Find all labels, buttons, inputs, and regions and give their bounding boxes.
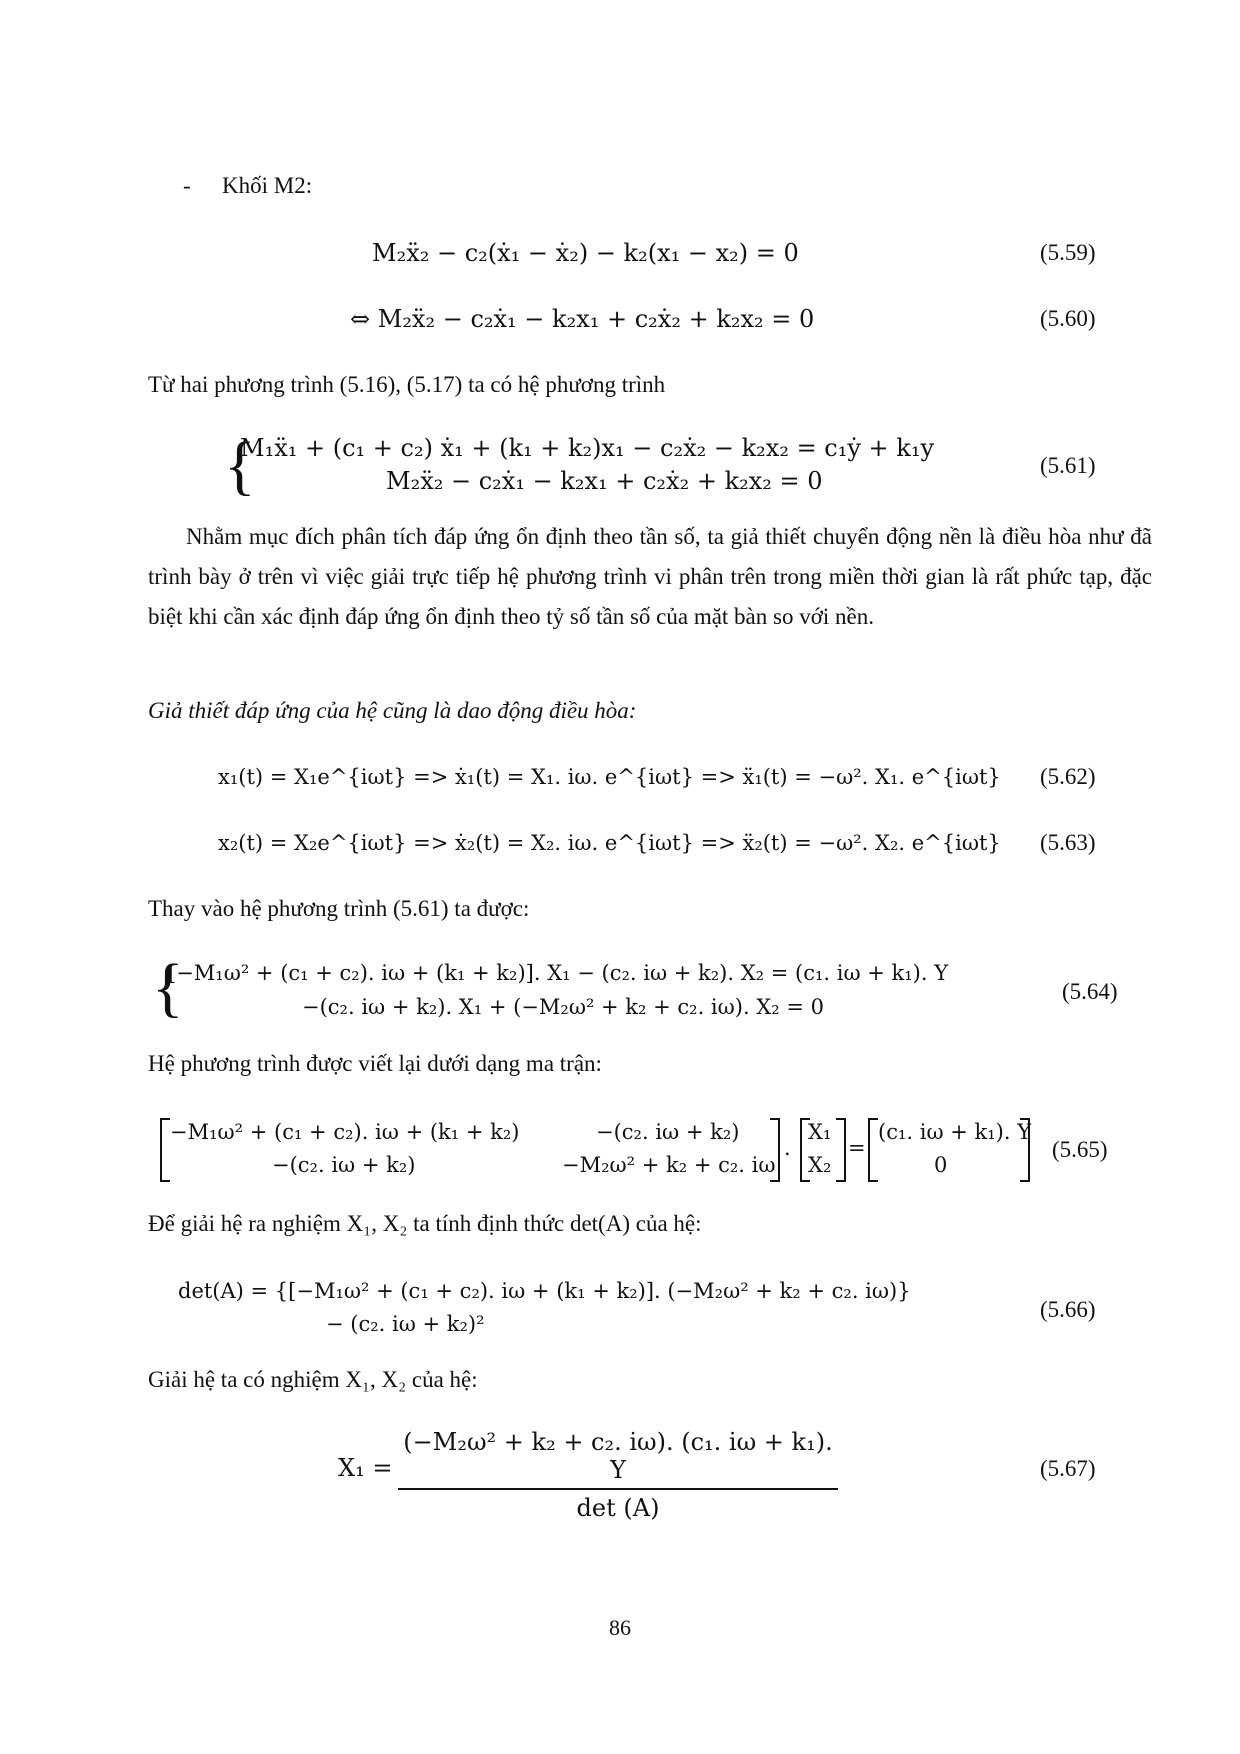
equation-number-5-64: (5.64): [1062, 979, 1118, 1004]
equation-5-60: ⇔ M₂ẍ₂ − c₂ẋ₁ − k₂x₁ + c₂ẋ₂ + k₂x₂ = 0: [350, 305, 815, 333]
determinant-text: Để giải hệ ra nghiệm X₁, X₂ ta tính định thức det(A) của hệ:: [148, 1211, 702, 1236]
equation-5-64-line2: −(c₂. iω + k₂). X₁ + (−M₂ω² + k₂ + c₂. iω). X₂ = 0: [302, 995, 824, 1019]
bullet-dash: -: [183, 173, 191, 198]
equation-number-5-63: (5.63): [1040, 830, 1096, 855]
intro-text: Từ hai phương trình (5.16), (5.17) ta có hệ phương trình: [148, 372, 666, 397]
matrix-a11: −M₁ω² + (c₁ + c₂). iω + (k₁ + k₂): [170, 1120, 520, 1144]
fraction-denominator: det (A): [576, 1494, 660, 1522]
matrix-x1: X₁: [808, 1120, 832, 1144]
matrix-a22: −M₂ω² + k₂ + c₂. iω: [562, 1153, 776, 1177]
equation-number-5-61: (5.61): [1040, 453, 1096, 478]
equation-number-5-65: (5.65): [1052, 1137, 1108, 1162]
matrix-b2: 0: [934, 1153, 948, 1177]
fraction-numerator: (−M₂ω² + k₂ + c₂. iω). (c₁. iω + k₁). Y: [403, 1428, 833, 1484]
equation-5-67-lhs: X₁ =: [338, 1454, 393, 1482]
solution-text: Giải hệ ta có nghiệm X₁, X₂ của hệ:: [148, 1367, 478, 1392]
equation-5-62: x₁(t) = X₁e^{iωt} => ẋ₁(t) = X₁. iω. e^{iωt} => ẍ₁(t) = −ω². X₁. e^{iωt}: [218, 765, 1001, 789]
bullet-label: Khối M2:: [222, 173, 313, 198]
equation-5-67-fraction: [398, 1428, 838, 1522]
matrix-a21: −(c₂. iω + k₂): [272, 1153, 416, 1177]
system-brace: {: [224, 429, 256, 502]
equation-5-59: M₂ẍ₂ − c₂(ẋ₁ − ẋ₂) − k₂(x₁ − x₂) = 0: [372, 239, 799, 267]
matrix-text: Hệ phương trình được viết lại dưới dạng ma trận:: [148, 1051, 602, 1076]
matrix-b-right-bracket: [1020, 1118, 1030, 1182]
equation-5-66-line1: det(A) = {[−M₁ω² + (c₁ + c₂). iω + (k₁ + k₂)]. (−M₂ω² + k₂ + c₂. iω)}: [178, 1279, 911, 1303]
equation-5-66-line2: − (c₂. iω + k₂)²: [326, 1312, 485, 1336]
equation-5-64-line1: [−M₁ω² + (c₁ + c₂). iω + (k₁ + k₂)]. X₁ − (c₂. iω + k₂). X₂ = (c₁. iω + k₁). Y: [168, 961, 949, 985]
assumption-text: Giả thiết đáp ứng của hệ cũng là dao động điều hòa:: [148, 698, 637, 723]
equation-number-5-59: (5.59): [1040, 240, 1096, 265]
matrix-b-left-bracket: [868, 1118, 878, 1182]
equation-number-5-60: (5.60): [1040, 306, 1096, 331]
matrix-b1: (c₁. iω + k₁). Y: [878, 1120, 1032, 1144]
equation-5-63: x₂(t) = X₂e^{iωt} => ẋ₂(t) = X₂. iω. e^{iωt} => ẍ₂(t) = −ω². X₂. e^{iωt}: [218, 831, 1001, 855]
matrix-a-right-bracket: [770, 1118, 780, 1182]
body-paragraph: Nhằm mục đích phân tích đáp ứng ổn định theo tần số, ta giả thiết chuyển động nền là điều hòa như đã trình bày ở trên vì việc giải trực tiếp hệ phương trình vi phân trên trong miền thời gian là rất phức tạp, đặc biệt khi cần xác định đáp ứng ổn định theo tỷ số tần số của mặt bàn so với nền.: [148, 524, 1152, 629]
substitute-text: Thay vào hệ phương trình (5.61) ta được:: [148, 896, 530, 921]
matrix-dot: .: [784, 1136, 791, 1160]
equation-5-61-line1: M₁ẍ₁ + (c₁ + c₂) ẋ₁ + (k₁ + k₂)x₁ − c₂ẋ₂ − k₂x₂ = c₁ẏ + k₁y: [240, 434, 935, 462]
system-brace-2: {: [152, 951, 184, 1024]
equation-number-5-62: (5.62): [1040, 764, 1096, 789]
equation-number-5-66: (5.66): [1040, 1297, 1096, 1322]
matrix-x-right-bracket: [836, 1118, 846, 1182]
page-number: 86: [609, 1615, 631, 1640]
matrix-a12: −(c₂. iω + k₂): [596, 1120, 740, 1144]
matrix-equals: =: [848, 1136, 866, 1160]
matrix-a-left-bracket: [160, 1118, 170, 1182]
equation-number-5-67: (5.67): [1040, 1456, 1096, 1481]
matrix-x2: X₂: [808, 1153, 832, 1177]
equation-5-61-line2: M₂ẍ₂ − c₂ẋ₁ − k₂x₁ + c₂ẋ₂ + k₂x₂ = 0: [386, 467, 823, 495]
